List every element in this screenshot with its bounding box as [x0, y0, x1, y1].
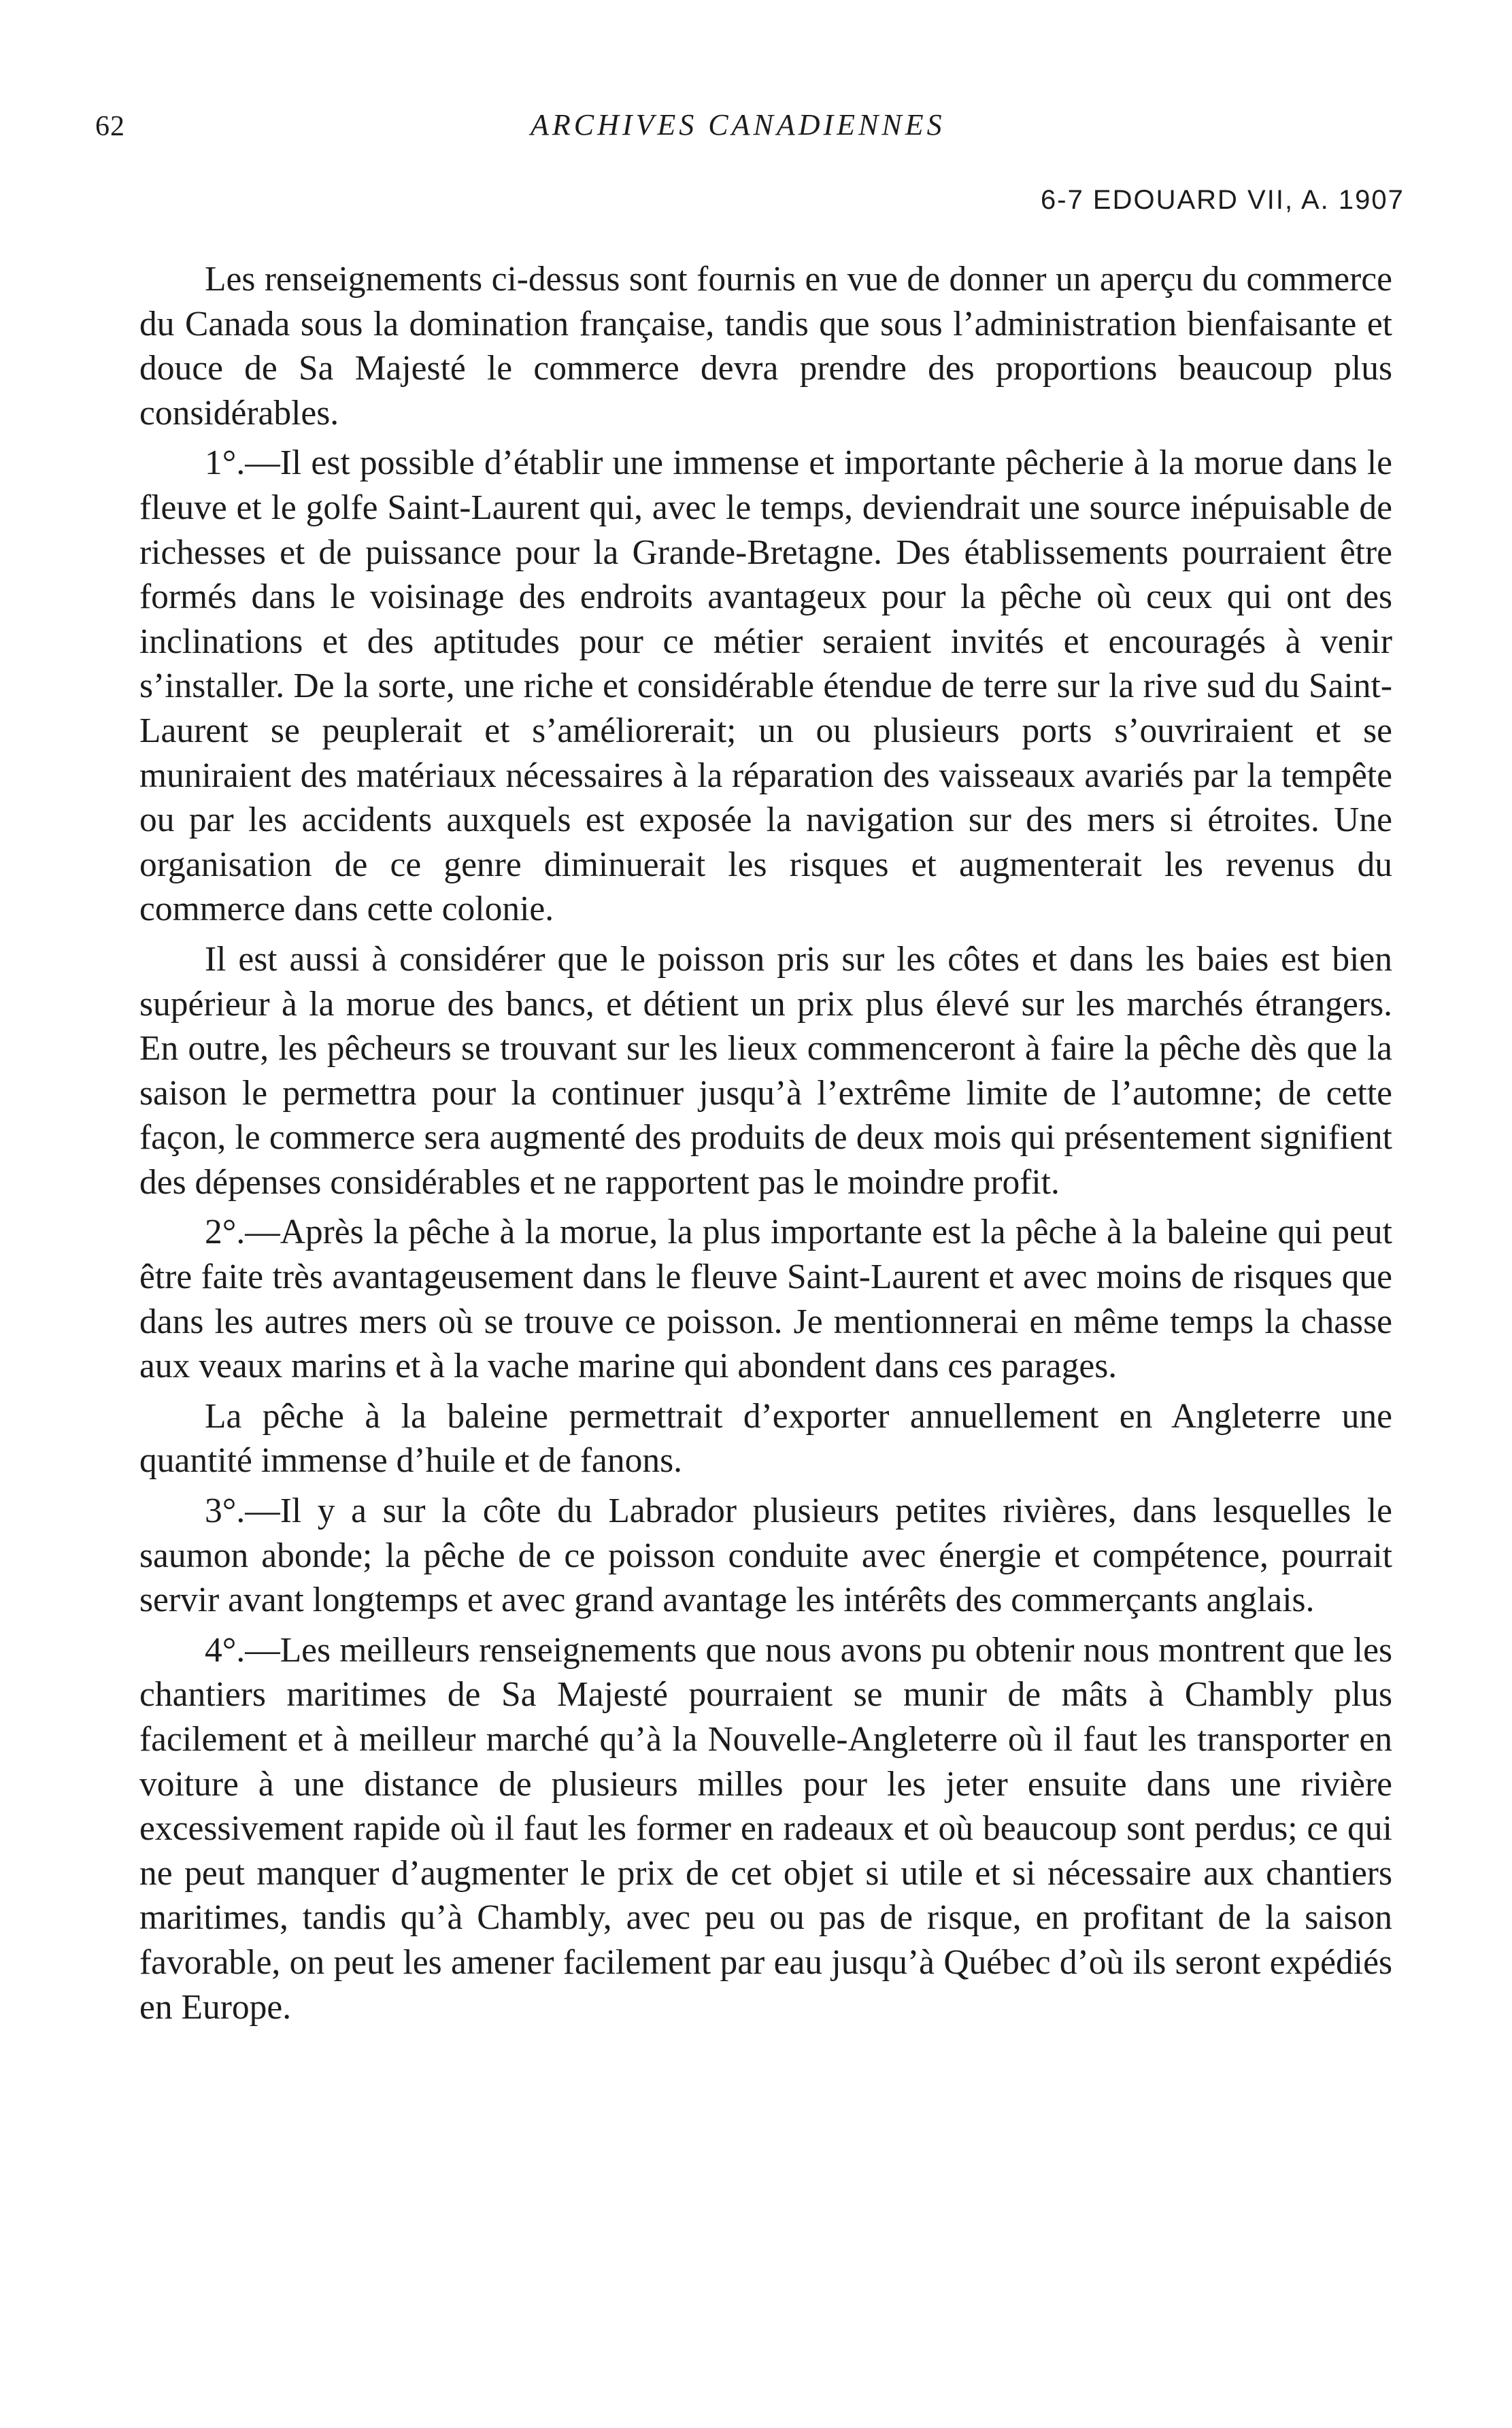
paragraph-point-2-whaling: 2°.—Après la pêche à la morue, la plus importante est la pêche à la baleine qui peut être faite très avantageusement dans le fleuve Saint-Laurent et avec moins de risques que dans les autres mers où se trouve ce poisson. Je mentionnerai en même temps la chasse aux veaux marins et à la vache marine qui abondent dans ces parages. — [139, 1213, 1392, 1386]
paragraph-point-4-masts: 4°.—Les meilleurs renseignements que nous avons pu obtenir nous montrent que les chantiers maritimes de Sa Majesté pourraient se munir de mâts à Chambly plus facilement et à meilleur marché qu’à la Nouvelle-Angleterre où il faut les transporter en voiture à une distance de plusieurs milles pour les jeter ensuite dans une rivière excessivement rapide où il faut les former en radeaux et où beaucoup sont perdus; ce qui ne peut manquer d’augmenter le prix de cet objet si utile et si nécessaire aux chantiers maritimes, tandis qu’à Chambly, avec peu ou pas de risque, en profitant de la saison favorable, on peut les amener facilement par eau jusqu’à Québec d’où ils seront expédiés en Europe. — [139, 1630, 1392, 2027]
paragraph-point-1-cod-fishery: 1°.—Il est possible d’établir une immense et importante pêcherie à la morue dans le fleuve et le golfe Saint-Laurent qui, avec le temps, deviendrait une source inépuisable de richesses et de puissance pour la Grande-Bretagne. Des établissements pourraient être formés dans le voisinage des endroits avantageux pour la pêche où ceux qui ont des inclinations et des aptitudes pour ce métier seraient invités et encouragés à venir s’installer. De la sorte, une riche et considérable étendue de terre sur la rive sud du Saint-Laurent se peuplerait et s’améliorerait; un ou plusieurs ports s’ouvriraient et se muniraient des matériaux nécessaires à la réparation des vaisseaux avariés par la tempête ou par les accidents auxquels est exposée la navigation sur des mers si étroites. Une organisation de ce genre diminuerait les risques et augmenterait les revenus du commerce dans cette colonie. — [139, 443, 1392, 929]
session-label: 6-7 EDOUARD VII, A. 1907 — [1041, 185, 1405, 215]
paragraph-point-3-salmon: 3°.—Il y a sur la côte du Labrador plusieurs petites rivières, dans lesquelles le saumon abonde; la pêche de ce poisson conduite avec énergie et compétence, pourrait servir avant longtemps et avec grand avantage les intérêts des commerçants anglais. — [139, 1491, 1392, 1620]
paragraph-coastal-fish: Il est aussi à considérer que le poisson pris sur les côtes et dans les baies est bien supérieur à la morue des bancs, et détient un prix plus élevé sur les marchés étrangers. En outre, les pêcheurs se trouvant sur les lieux commenceront à faire la pêche dès que la saison le permettra pour la continuer jusqu’à l’extrême limite de l’automne; de cette façon, le commerce sera augmenté des produits de deux mois qui présentement signifient des dépenses considérables et ne rapportent pas le moindre profit. — [139, 939, 1392, 1202]
body-text — [139, 257, 1392, 2029]
paragraph-intro: Les renseignements ci-dessus sont fournis en vue de donner un aperçu du commerce du Canada sous la domination française, tandis que sous l’administration bienfaisante et douce de Sa Majesté le commerce devra prendre des proportions beaucoup plus considérables. — [139, 260, 1392, 433]
running-title: ARCHIVES CANADIENNES — [531, 108, 945, 141]
page-number: 62 — [95, 111, 125, 142]
paragraph-whale-export: La pêche à la baleine permettrait d’exporter annuellement en Angleterre une quantité immense d’huile et de fanons. — [139, 1396, 1392, 1481]
